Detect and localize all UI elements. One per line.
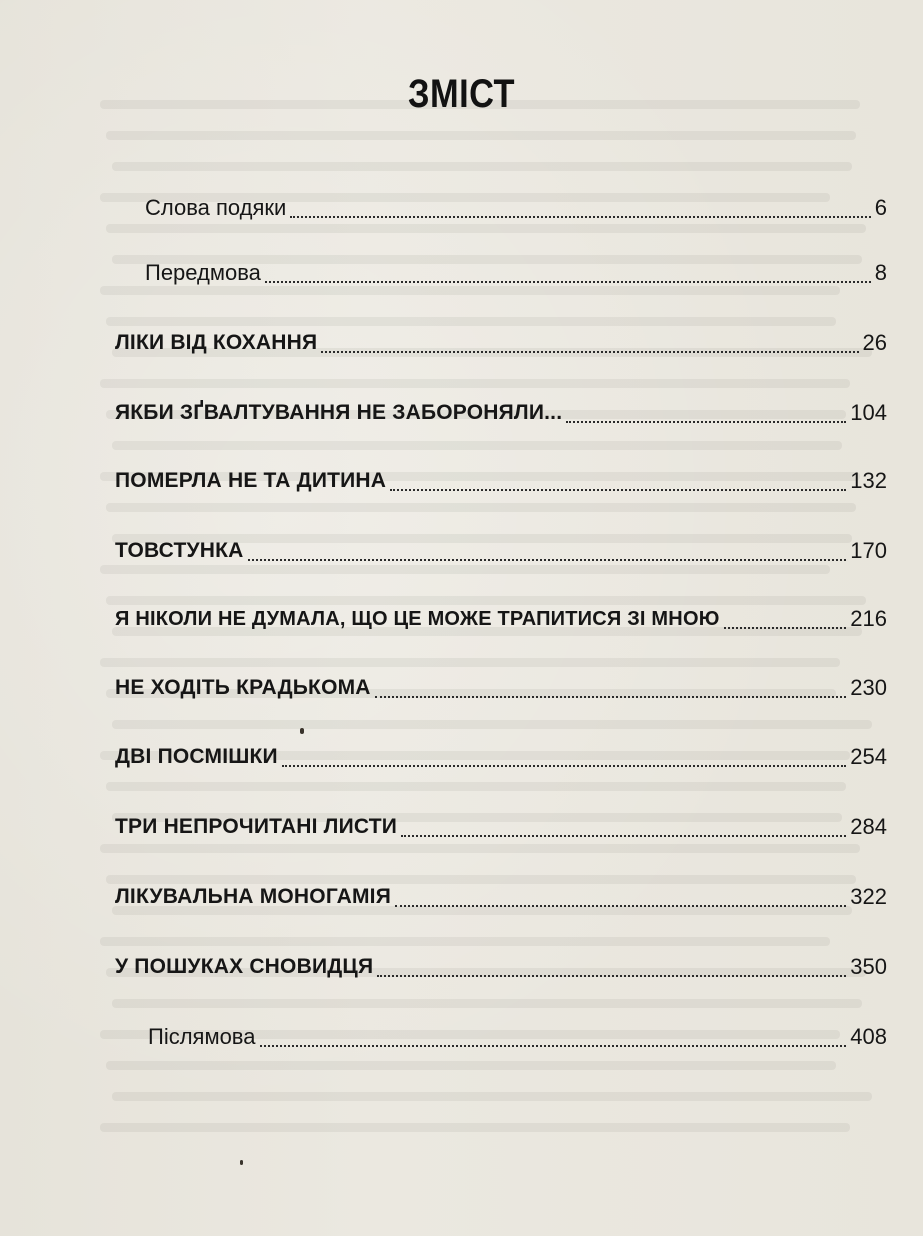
dot-leader [395, 902, 846, 907]
toc-entry-title: ДВІ ПОСМІШКИ [115, 745, 278, 768]
paper-speck [240, 1160, 243, 1165]
dot-leader [566, 418, 846, 423]
toc-entry [0, 328, 923, 360]
dot-leader [724, 624, 846, 629]
toc-entry-page: 6 [874, 195, 887, 220]
toc-entry-title: Передмова [145, 260, 261, 285]
dot-leader [377, 972, 846, 977]
toc-entry-page: 132 [850, 468, 887, 493]
paper-speck [300, 728, 304, 734]
toc-entry-title: Я НІКОЛИ НЕ ДУМАЛА, ЩО ЦЕ МОЖЕ ТРАПИТИСЯ ЗІ МНОЮ [115, 608, 720, 630]
toc-entry [0, 882, 923, 914]
toc-entry-title: Слова подяки [145, 195, 287, 220]
toc-entry-page: 26 [862, 330, 887, 355]
toc-entry [0, 812, 923, 844]
toc-entry-title: Післямова [148, 1024, 256, 1049]
toc-entry-page: 322 [850, 884, 887, 909]
toc-entry-title: ТОВСТУНКА [115, 539, 244, 562]
toc-entry-page: 170 [850, 538, 887, 563]
dot-leader [390, 486, 846, 491]
toc-entry [0, 604, 923, 636]
toc-entry-title: НЕ ХОДІТЬ КРАДЬКОМА [115, 676, 371, 699]
toc-entry-page: 216 [850, 606, 887, 631]
toc-entry-page: 408 [850, 1024, 887, 1049]
toc-entry [0, 536, 923, 568]
dot-leader [260, 1042, 846, 1047]
toc-entry-title: ПОМЕРЛА НЕ ТА ДИТИНА [115, 469, 387, 492]
toc-entry-title: ЯКБИ ЗҐВАЛТУВАННЯ НЕ ЗАБОРОНЯЛИ... [115, 401, 563, 424]
toc-entry-title: ЛІКУВАЛЬНА МОНОГАМІЯ [115, 885, 392, 908]
dot-leader [282, 762, 846, 767]
dot-leader [401, 832, 846, 837]
dot-leader [248, 556, 846, 561]
toc-entry [0, 742, 923, 774]
toc-entry-page: 8 [874, 260, 887, 285]
dot-leader [290, 213, 871, 218]
dot-leader [265, 278, 871, 283]
toc-entry-page: 230 [850, 675, 887, 700]
page-title: ЗМІСТ [408, 72, 515, 116]
toc-entry [0, 258, 923, 290]
toc-entry [0, 466, 923, 498]
toc-entry-title: У ПОШУКАХ СНОВИДЦЯ [115, 955, 374, 978]
toc-entry [0, 1022, 923, 1054]
toc-entry [0, 673, 923, 705]
toc-entry-page: 104 [850, 400, 887, 425]
toc-entry [0, 398, 923, 430]
toc-entry-title: ТРИ НЕПРОЧИТАНІ ЛИСТИ [115, 815, 398, 838]
toc-entry-page: 350 [850, 954, 887, 979]
dot-leader [321, 348, 859, 353]
toc-entry-page: 254 [850, 744, 887, 769]
toc-entry-page: 284 [850, 814, 887, 839]
dot-leader [375, 693, 846, 698]
toc-entry [0, 952, 923, 984]
toc-entry [0, 193, 923, 225]
toc-entry-title: ЛІКИ ВІД КОХАННЯ [115, 331, 318, 354]
